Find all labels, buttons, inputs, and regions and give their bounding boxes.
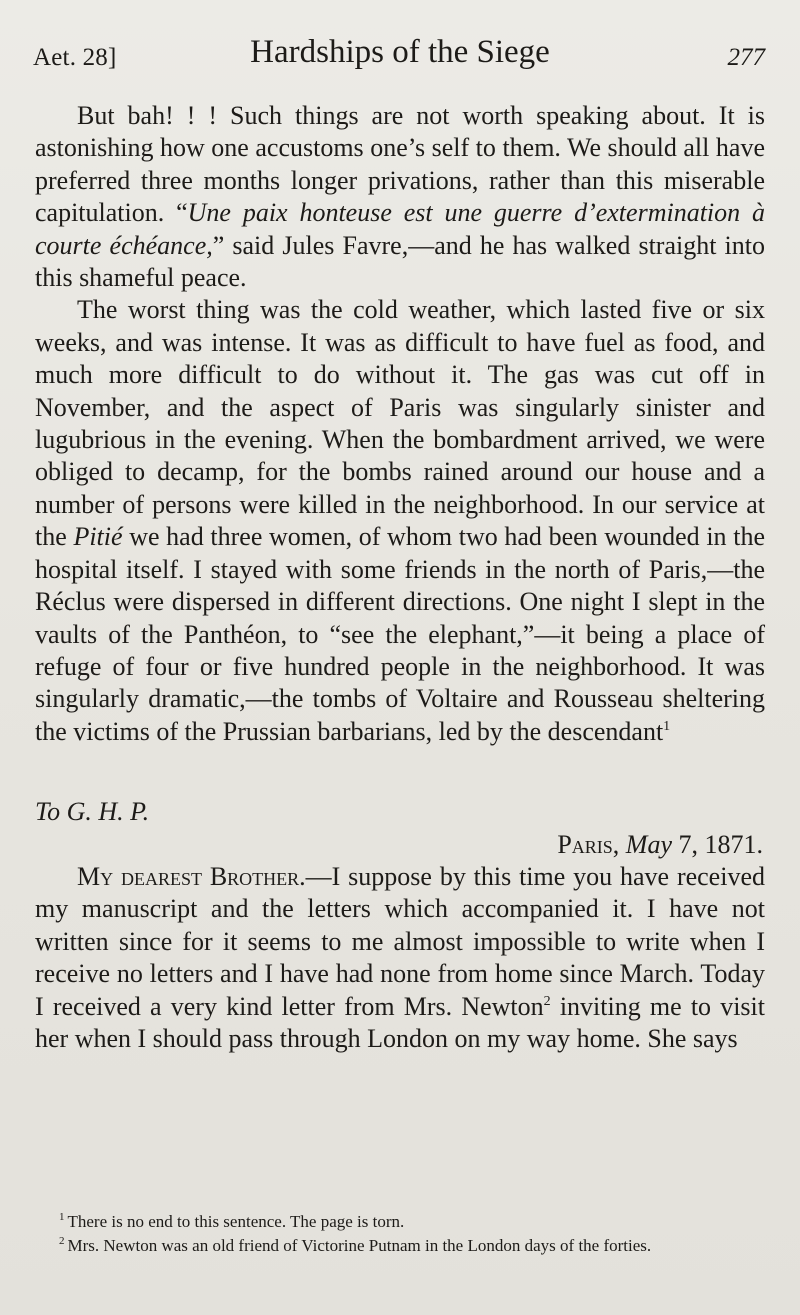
paragraph-2-text-a: The worst thing was the cold weather, which lasted five or six weeks, and was intense. It was as difficult to have fuel as food, and much more difficult to do without it. The gas was cut off in November, and the aspect of Paris was singularly sinister and lugubrious in the evening. When the bombardment arrived, we were obliged to decamp, for the bombs rained around our house and a number of persons were killed in the neighborhood. In our service at the bbox=[35, 295, 765, 552]
letter-month: May bbox=[625, 829, 672, 859]
paragraph-1-french-quote: Une paix honteuse est une guerre d’extermination à courte échéance, bbox=[35, 198, 765, 260]
page-body bbox=[35, 100, 765, 1055]
letter-text-a: —I suppose by this time you have received my manuscript and the letters which accompanied it. I have not written since for it seems to me almost impossible to write when I receive no letters and I have had none from home since March. Today I received a very kind letter from Mrs. Newton bbox=[35, 861, 765, 1021]
letter-dateline bbox=[35, 829, 765, 861]
paragraph-2-text-b: we had three women, of whom two had been wounded in the hospital itself. I stayed with some friends in the north of Paris,—the Réclus were dispersed in different directions. One night I slept in the vaults of the Panthéon, to “see the elephant,”—it being a place of refuge of four or five hundred people in the neighborhood. It was singularly dramatic,—the tombs of Voltaire and Rousseau sheltering the victims of the Prussian barbarians, led by the descendant bbox=[35, 522, 765, 746]
page-number: 277 bbox=[727, 44, 765, 71]
footnote-ref-2: 2 bbox=[543, 993, 551, 1009]
footnote-1-number: 1 bbox=[59, 1211, 65, 1223]
running-header bbox=[33, 34, 767, 80]
letter-text-b: inviting me to visit her when I should pass through London on my way home. She says bbox=[35, 991, 765, 1053]
footnote-2-text: Mrs. Newton was an old friend of Victorine Putnam in the London days of the forties. bbox=[67, 1236, 652, 1255]
letter-place: Paris, bbox=[557, 829, 620, 859]
footnote-1-text: There is no end to this sentence. The page is torn. bbox=[67, 1212, 405, 1231]
paragraph-2 bbox=[35, 294, 765, 748]
footnote-2-number: 2 bbox=[59, 1235, 65, 1247]
footnotes bbox=[35, 1210, 765, 1258]
footnote-1 bbox=[35, 1210, 765, 1234]
paragraph-1-text-a: But bah! ! ! Such things are not worth speaking about. It is astonishing how one accustoms one’s self to them. We should all have preferred three months longer privations, rather than this miserable capitulation. “ bbox=[35, 101, 765, 228]
section-gap bbox=[35, 748, 765, 796]
page-title: Hardships of the Siege bbox=[250, 34, 550, 70]
footnote-2 bbox=[35, 1234, 765, 1258]
footnote-ref-1: 1 bbox=[663, 718, 671, 734]
paragraph-2-pitie: Pitié bbox=[73, 522, 123, 552]
paragraph-1-text-b: ” said Jules Favre,—and he has walked straight into this shameful peace. bbox=[35, 230, 765, 293]
paragraph-1 bbox=[35, 100, 765, 294]
letter-recipient: To G. H. P. bbox=[35, 797, 150, 827]
letter-paragraph bbox=[35, 861, 765, 1055]
header-age-note: Aet. 28] bbox=[33, 44, 117, 71]
letter-date: 7, 1871. bbox=[678, 829, 763, 859]
letter-salutation: My dearest Brother. bbox=[77, 861, 306, 891]
